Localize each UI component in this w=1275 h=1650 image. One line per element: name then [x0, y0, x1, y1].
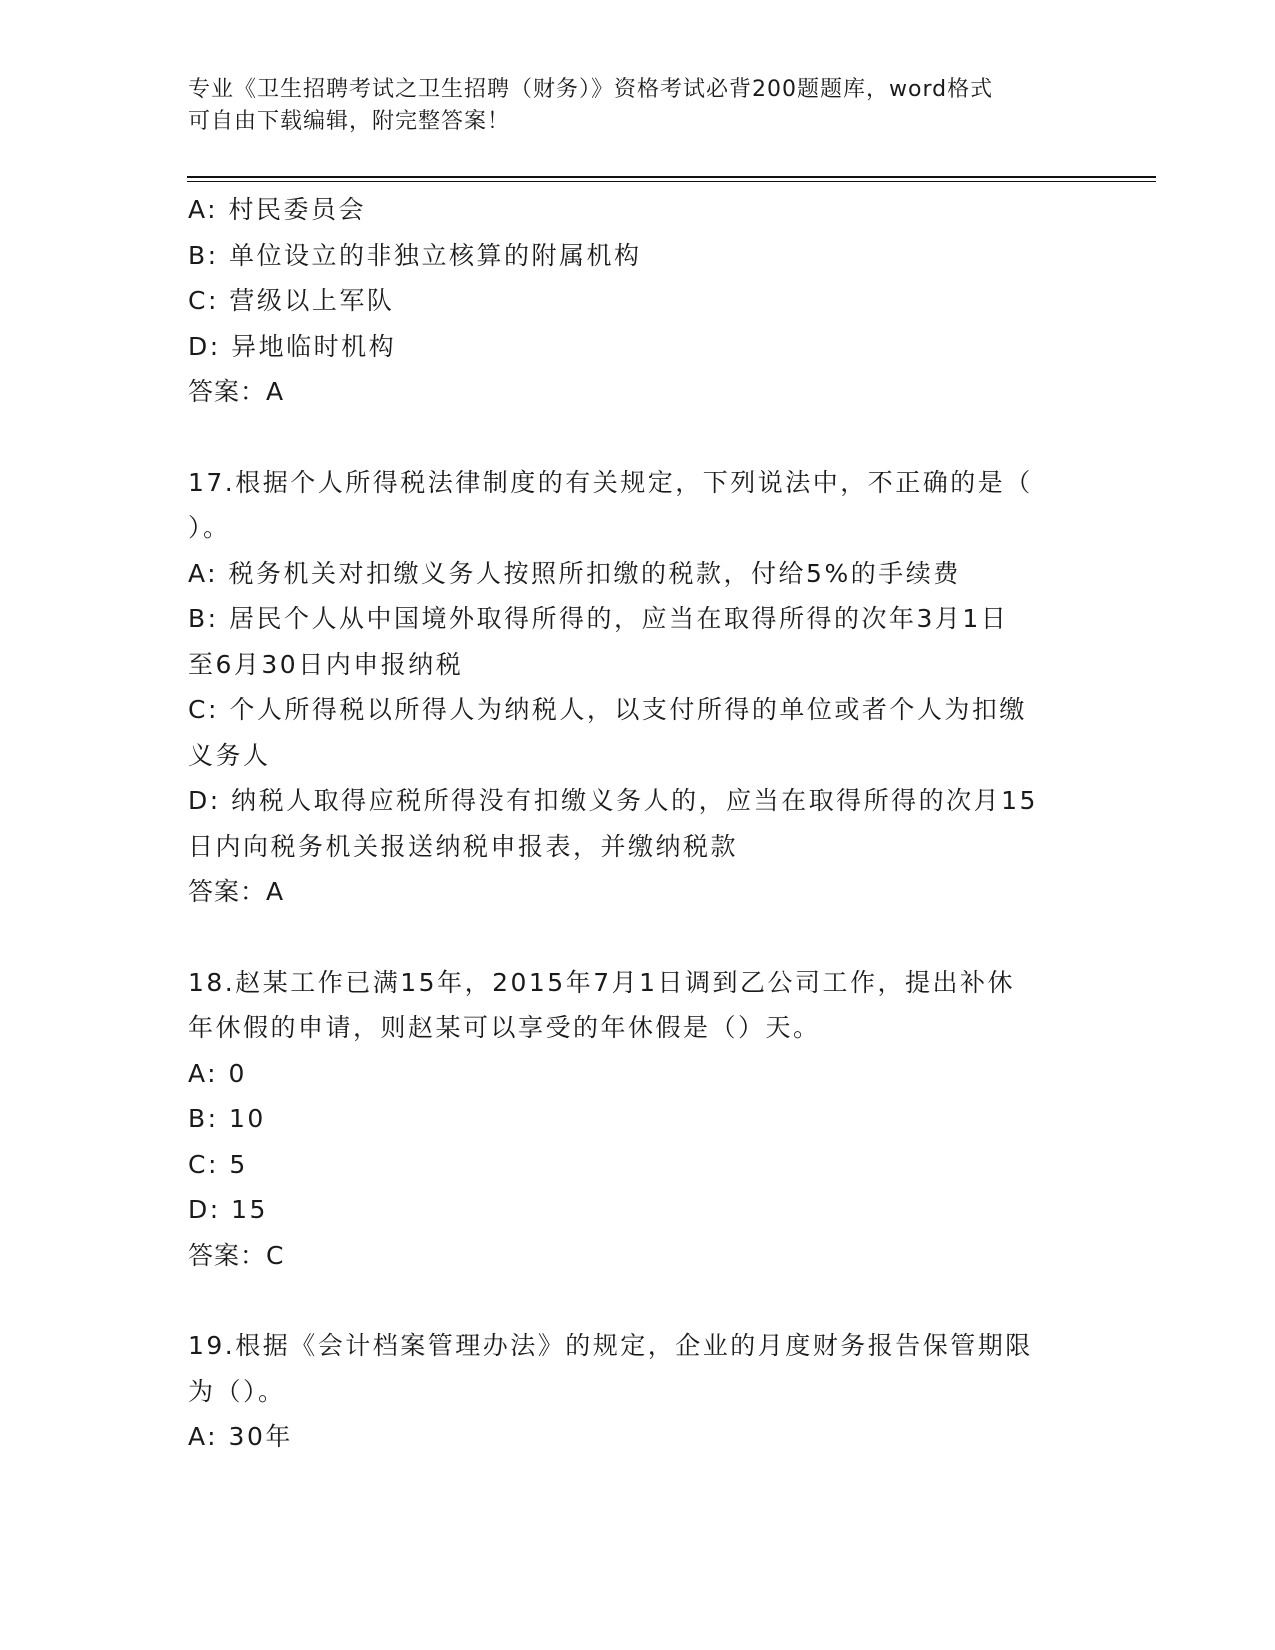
question-17-block — [188, 460, 1088, 915]
q19-option-a: A: 30年 — [188, 1422, 293, 1451]
question-list — [188, 187, 1088, 1460]
q18-option-b: B: 10 — [188, 1104, 266, 1133]
header-title-line-2: 可自由下载编辑，附完整答案！ — [188, 109, 511, 134]
q17-answer: 答案：A — [188, 877, 285, 906]
q18-stem-line-2: 年休假的申请，则赵某可以享受的年休假是（）天。 — [188, 1013, 821, 1042]
q18-option-c: C: 5 — [188, 1149, 248, 1179]
q18-option-a: A: 0 — [188, 1058, 247, 1088]
q17-stem-line-1: 17.根据个人所得税法律制度的有关规定，下列说法中，不正确的是（ — [188, 467, 1033, 497]
q19-stem-line-2: 为（）。 — [188, 1376, 286, 1406]
spacer — [188, 915, 1088, 960]
q16-option-c: C: 营级以上军队 — [188, 286, 395, 315]
q16-answer: 答案：A — [188, 377, 285, 406]
header-divider-thick — [187, 176, 1156, 178]
q17-option-b-line-2: 至6月30日内申报纳税 — [188, 649, 464, 679]
question-18-block — [188, 960, 1088, 1279]
q19-stem-line-1: 19.根据《会计档案管理办法》的规定，企业的月度财务报告保管期限 — [188, 1331, 1033, 1360]
header-title-line-1: 专业《卫生招聘考试之卫生招聘（财务）》资格考试必背200题题库，word格式 — [188, 77, 994, 102]
header-divider-thin — [187, 181, 1156, 182]
q17-option-b-line-1: B: 居民个人从中国境外取得所得的，应当在取得所得的次年3月1日 — [188, 604, 1009, 633]
q18-answer: 答案：C — [188, 1240, 285, 1270]
q17-option-d-line-2: 日内向税务机关报送纳税申报表，并缴纳税款 — [188, 831, 739, 861]
q17-option-c-line-1: C: 个人所得税以所得人为纳税人，以支付所得的单位或者个人为扣缴 — [188, 695, 1027, 724]
spacer — [188, 415, 1088, 460]
document-header — [188, 74, 1068, 138]
question-19-block — [188, 1323, 1088, 1460]
q16-option-d: D: 异地临时机构 — [188, 331, 397, 361]
q17-option-d-line-1: D: 纳税人取得应税所得没有扣缴义务人的，应当在取得所得的次月15 — [188, 786, 1038, 815]
q18-stem-line-1: 18.赵某工作已满15年，2015年7月1日调到乙公司工作，提出补休 — [188, 967, 1016, 997]
spacer — [188, 1278, 1088, 1323]
q17-option-c-line-2: 义务人 — [188, 740, 271, 770]
q16-option-b: B: 单位设立的非独立核算的附属机构 — [188, 240, 642, 270]
q17-option-a: A: 税务机关对扣缴义务人按照所扣缴的税款，付给5%的手续费 — [188, 558, 961, 588]
q18-option-d: D: 15 — [188, 1195, 268, 1224]
q17-stem-line-2: ）。 — [188, 513, 231, 542]
question-16-block — [188, 187, 1088, 415]
q16-option-a: A: 村民委员会 — [188, 195, 367, 224]
